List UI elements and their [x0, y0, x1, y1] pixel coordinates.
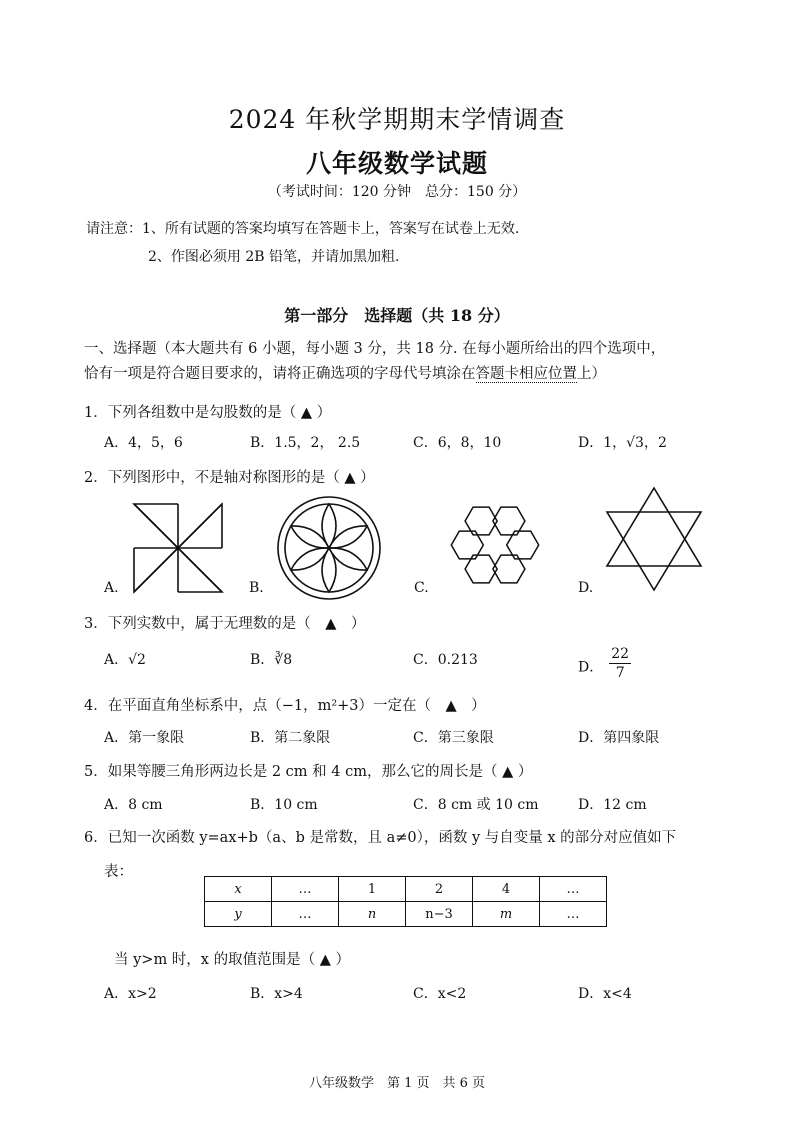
- hexagram-figure: [602, 486, 706, 592]
- fraction-denominator: 7: [615, 665, 625, 681]
- q5-stem: 5．如果等腰三角形两边长是 2 cm 和 4 cm，那么它的周长是（ ▲ ）: [84, 764, 533, 780]
- q5-option-d: D．12 cm: [578, 797, 647, 813]
- q2-option-a: A.: [104, 580, 119, 596]
- table-cell: …: [540, 902, 607, 927]
- table-cell: …: [540, 877, 607, 902]
- q6-followup: 当 y>m 时，x 的取值范围是（ ▲ ）: [114, 952, 350, 968]
- table-cell: n−3: [406, 902, 473, 927]
- table-cell: y: [205, 902, 272, 927]
- q2-option-d: D.: [578, 580, 594, 596]
- table-cell: 2: [406, 877, 473, 902]
- exam-info: （考试时间：120 分钟 总分：150 分）: [267, 184, 527, 200]
- q3-option-d-label: D．: [578, 659, 604, 676]
- q6-stem-line-2: 表：: [104, 864, 133, 880]
- q5-option-c: C．8 cm 或 10 cm: [413, 797, 539, 813]
- q2-stem: 2．下列图形中，不是轴对称图形的是（ ▲ ）: [84, 470, 375, 486]
- page-footer: 八年级数学 第 1 页 共 6 页: [308, 1076, 486, 1091]
- q1-option-d: D．1，√3，2: [578, 435, 667, 451]
- q2-option-c: C.: [414, 580, 429, 596]
- q5-option-b: B．10 cm: [250, 797, 318, 813]
- table-cell: n: [339, 902, 406, 927]
- q3-option-b: B．∛8: [250, 652, 293, 668]
- q2-option-b: B.: [249, 580, 264, 596]
- fraction-numerator: 22: [611, 646, 630, 662]
- q6-stem-line-1: 6．已知一次函数 y=ax+b（a、b 是常数，且 a≠0），函数 y 与自变量 x 的部分对应值如下: [84, 830, 677, 846]
- q1-stem: 1．下列各组数中是勾股数的是（ ▲ ）: [84, 405, 332, 421]
- table-cell: …: [272, 877, 339, 902]
- q4-option-a: A．第一象限: [104, 730, 185, 746]
- q1-option-b: B．1.5，2， 2.5: [250, 435, 361, 451]
- table-cell: …: [272, 902, 339, 927]
- q5-option-a: A．8 cm: [104, 797, 163, 813]
- q3-option-a: A．√2: [104, 652, 146, 668]
- note-line-2: 2、作图必须用 2B 铅笔，并请加黑加粗.: [148, 249, 400, 265]
- q6-option-c: C．x<2: [413, 986, 467, 1002]
- q4-stem: 4．在平面直角坐标系中，点（−1，m²+3）一定在（ ▲ ）: [84, 698, 486, 714]
- value-table: [204, 876, 607, 927]
- table-row-y: [205, 902, 607, 927]
- fraction-22-7: [609, 645, 631, 682]
- hexagon-ring-figure: [440, 496, 550, 594]
- exam-subtitle: 八年级数学试题: [305, 149, 488, 178]
- pinwheel-figure: [130, 500, 226, 596]
- intro-emphasis: 答题卡相应位置: [475, 366, 577, 382]
- q4-option-d: D．第四象限: [578, 730, 660, 746]
- q6-option-d: D．x<4: [578, 986, 632, 1002]
- table-cell: m: [473, 902, 540, 927]
- section-title: 第一部分 选择题（共 18 分）: [284, 306, 510, 325]
- q3-option-c: C．0.213: [413, 652, 478, 668]
- intro-text-c: 上）: [577, 366, 606, 382]
- table-row-x: [205, 877, 607, 902]
- flower-circle-figure: [275, 494, 383, 602]
- q4-option-b: B．第二象限: [250, 730, 331, 746]
- q3-stem: 3．下列实数中，属于无理数的是（ ▲ ）: [84, 616, 366, 632]
- q4-option-c: C．第三象限: [413, 730, 494, 746]
- table-cell: x: [205, 877, 272, 902]
- q1-option-c: C．6，8，10: [413, 435, 502, 451]
- exam-title: 2024 年秋学期期末学情调查: [228, 105, 566, 134]
- intro-text-a: 恰有一项是符合题目要求的，请将正确选项的字母代号填涂在: [84, 366, 476, 382]
- q1-option-a: A．4，5，6: [104, 435, 183, 451]
- q6-option-b: B．x>4: [250, 986, 303, 1002]
- note-line-1: 请注意：1、所有试题的答案均填写在答题卡上，答案写在试卷上无效.: [86, 221, 520, 237]
- table-cell: 4: [473, 877, 540, 902]
- section-intro-line-2: [84, 362, 606, 383]
- q3-option-d: [578, 646, 631, 686]
- q6-option-a: A．x>2: [104, 986, 157, 1002]
- section-intro-line-1: 一、选择题（本大题共有 6 小题，每小题 3 分，共 18 分. 在每小题所给出的四个选项中，: [84, 341, 666, 357]
- table-cell: 1: [339, 877, 406, 902]
